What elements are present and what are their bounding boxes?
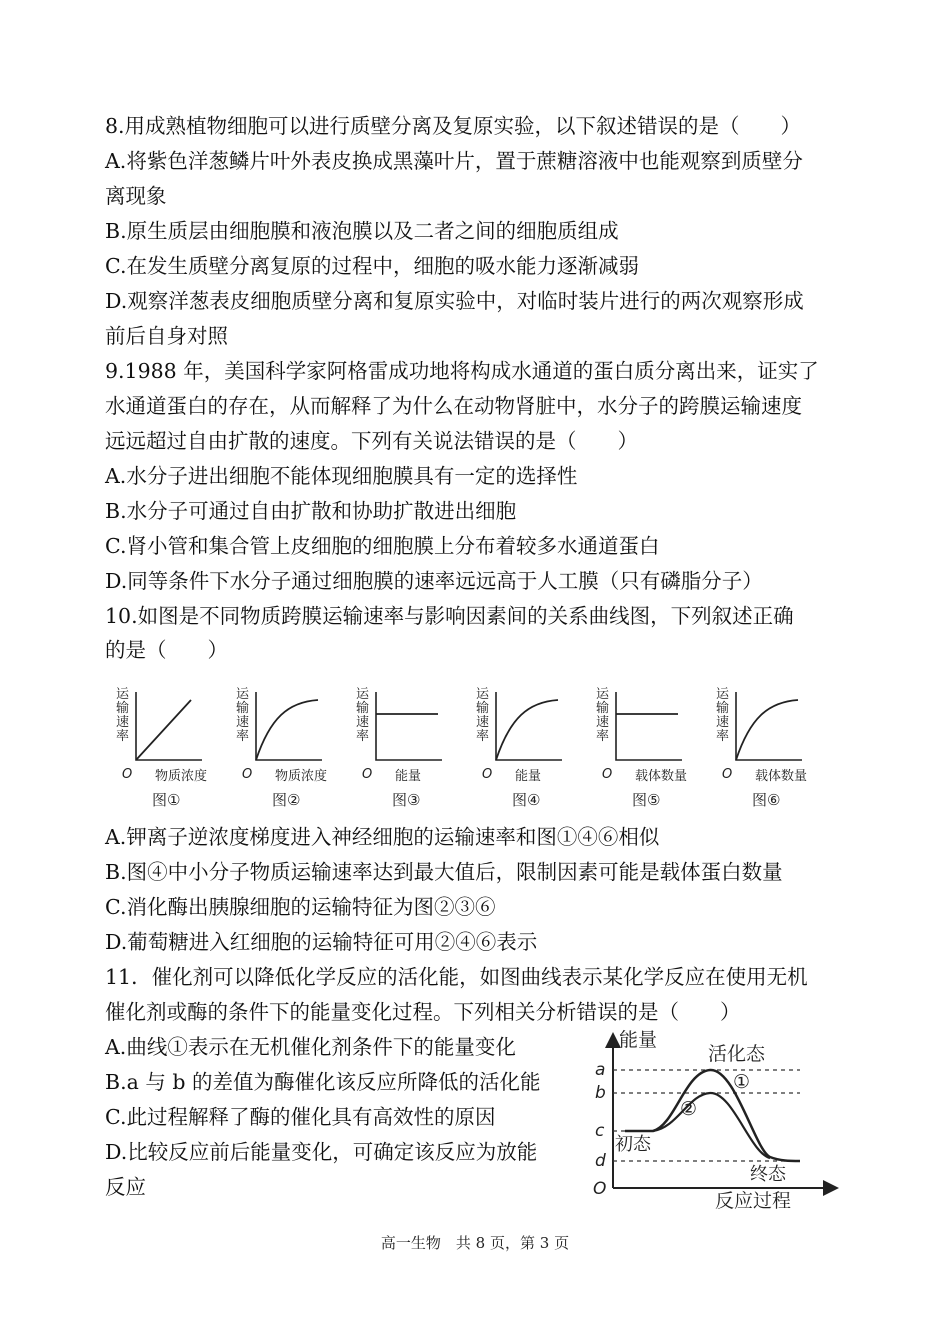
graph-2 <box>236 687 327 809</box>
graph-1-ylabel-char: 输 <box>116 701 130 716</box>
graph-2-origin: O <box>242 767 253 782</box>
graph-3 <box>356 687 442 809</box>
start-state-label: 初态 <box>615 1134 651 1155</box>
q11-stem-2: 催化剂或酶的条件下的能量变化过程。下列相关分析错误的是（ ） <box>105 1000 741 1024</box>
energy-y-label: 能量 <box>619 1029 658 1051</box>
q8-option-c: C.在发生质壁分离复原的过程中，细胞的吸水能力逐渐减弱 <box>105 254 639 278</box>
q8-option-d: D.观察洋葱表皮细胞质壁分离和复原实验中，对临时装片进行的两次观察形成 <box>105 289 804 313</box>
graph-5-ylabel-char: 率 <box>596 729 610 744</box>
graph-3-ylabel-char: 运 <box>356 687 370 702</box>
q9-option-a: A.水分子进出细胞不能体现细胞膜具有一定的选择性 <box>105 464 578 488</box>
q9-stem-2: 水通道蛋白的存在，从而解释了为什么在动物肾脏中，水分子的跨膜运输速度 <box>105 394 802 418</box>
graph-4-origin: O <box>482 767 493 782</box>
graph-5-ylabel-char: 运 <box>596 687 610 702</box>
graph-6-ylabel-char: 输 <box>716 701 730 716</box>
q8-option-a: A.将紫色洋葱鳞片叶外表皮换成黑藻叶片，置于蔗糖溶液中也能观察到质壁分 <box>105 149 803 173</box>
q10-option-d: D.葡萄糖进入红细胞的运输特征可用②④⑥表示 <box>105 930 538 954</box>
page-footer: 高一生物 共 8 页，第 3 页 <box>380 1234 570 1252</box>
q8-option-b: B.原生质层由细胞膜和液泡膜以及二者之间的细胞质组成 <box>105 219 619 243</box>
graph-4-ylabel-char: 输 <box>476 701 490 716</box>
q10-option-c: C.消化酶出胰腺细胞的运输特征为图②③⑥ <box>105 895 496 919</box>
graph-3-ylabel-char: 率 <box>356 729 370 744</box>
graph-4-curve <box>496 700 558 760</box>
energy-curve-1 <box>625 1070 800 1161</box>
graph-5-xlabel: 载体数量 <box>635 769 688 784</box>
q10-option-a: A.钾离子逆浓度梯度进入神经细胞的运输速率和图①④⑥相似 <box>105 825 660 849</box>
graph-5-axes <box>616 692 682 760</box>
q11-option-c: C.此过程解释了酶的催化具有高效性的原因 <box>105 1105 496 1129</box>
q11-stem-1: 11．催化剂可以降低化学反应的活化能，如图曲线表示某化学反应在使用无机 <box>105 965 808 989</box>
graph-4-ylabel-char: 运 <box>476 687 490 702</box>
curve-1-label: ① <box>733 1071 751 1093</box>
end-state-label: 终态 <box>750 1164 786 1185</box>
q9-option-c: C.肾小管和集合管上皮细胞的细胞膜上分布着较多水通道蛋白 <box>105 534 660 558</box>
graph-4 <box>476 687 562 809</box>
level-a-label: a <box>595 1060 606 1080</box>
q10-stem-2: 的是（ ） <box>105 638 228 662</box>
graph-2-axes <box>256 692 322 760</box>
q9-option-d: D.同等条件下水分子通过细胞膜的速率远远高于人工膜（只有磷脂分子） <box>105 569 763 593</box>
graph-3-ylabel-char: 速 <box>356 715 370 730</box>
transport-graphs <box>110 684 850 814</box>
graph-4-caption: 图④ <box>512 791 541 809</box>
graph-4-ylabel-char: 速 <box>476 715 490 730</box>
q11-option-d: D.比较反应前后能量变化，可确定该反应为放能 <box>105 1140 538 1164</box>
level-d-label: d <box>595 1151 606 1171</box>
graph-3-origin: O <box>362 767 373 782</box>
q8-stem: 8.用成熟植物细胞可以进行质壁分离及复原实验，以下叙述错误的是（ ） <box>105 114 802 138</box>
graph-6-axes <box>736 692 802 760</box>
q10-stem-1: 10.如图是不同物质跨膜运输速率与影响因素间的关系曲线图，下列叙述正确 <box>105 604 794 628</box>
energy-origin: O <box>593 1179 607 1199</box>
graph-5 <box>596 687 687 809</box>
q9-stem-1: 9.1988 年，美国科学家阿格雷成功地将构成水通道的蛋白质分离出来，证实了 <box>105 359 819 383</box>
graph-2-ylabel-char: 运 <box>236 687 250 702</box>
graph-2-curve <box>256 700 318 760</box>
graph-6 <box>716 687 807 809</box>
q9-stem-3: 远远超过自由扩散的速度。下列有关说法错误的是（ ） <box>105 429 638 453</box>
curve-2-label: ② <box>680 1098 698 1120</box>
graph-4-xlabel: 能量 <box>515 769 542 784</box>
graph-3-axes <box>376 692 442 760</box>
q11-option-a: A.曲线①表示在无机催化剂条件下的能量变化 <box>105 1035 516 1059</box>
graph-5-origin: O <box>602 767 613 782</box>
peak-label: 活化态 <box>708 1043 766 1065</box>
energy-diagram <box>585 1030 845 1210</box>
graph-1-ylabel-char: 运 <box>116 687 130 702</box>
graph-6-curve <box>736 700 798 760</box>
graph-1-caption: 图① <box>152 791 181 809</box>
graph-3-ylabel-char: 输 <box>356 701 370 716</box>
graph-1 <box>116 687 207 809</box>
q10-option-b: B.图④中小分子物质运输速率达到最大值后，限制因素可能是载体蛋白数量 <box>105 860 783 884</box>
graph-6-ylabel-char: 速 <box>716 715 730 730</box>
graph-2-xlabel: 物质浓度 <box>275 769 328 784</box>
graph-6-ylabel-char: 率 <box>716 729 730 744</box>
graph-5-ylabel-char: 输 <box>596 701 610 716</box>
graph-2-ylabel-char: 输 <box>236 701 250 716</box>
graph-2-caption: 图② <box>272 791 301 809</box>
graph-2-ylabel-char: 速 <box>236 715 250 730</box>
q9-option-b: B.水分子可通过自由扩散和协助扩散进出细胞 <box>105 499 517 523</box>
energy-curve-2 <box>653 1093 770 1158</box>
graph-4-ylabel-char: 率 <box>476 729 490 744</box>
graph-6-ylabel-char: 运 <box>716 687 730 702</box>
graph-6-caption: 图⑥ <box>752 791 781 809</box>
graph-5-caption: 图⑤ <box>632 791 661 809</box>
graph-1-curve <box>136 700 191 760</box>
graph-1-xlabel: 物质浓度 <box>155 769 208 784</box>
graph-2-ylabel-char: 率 <box>236 729 250 744</box>
graph-1-ylabel-char: 率 <box>116 729 130 744</box>
graph-1-origin: O <box>122 767 133 782</box>
graph-6-xlabel: 载体数量 <box>755 769 808 784</box>
graph-5-ylabel-char: 速 <box>596 715 610 730</box>
q11-option-b: B.a 与 b 的差值为酶催化该反应所降低的活化能 <box>105 1070 541 1094</box>
level-c-label: c <box>595 1121 605 1141</box>
level-b-label: b <box>595 1083 606 1103</box>
q8-option-d-cont: 前后自身对照 <box>105 324 228 348</box>
energy-x-label: 反应过程 <box>715 1190 792 1212</box>
q8-option-a-cont: 离现象 <box>105 184 167 208</box>
graph-1-ylabel-char: 速 <box>116 715 130 730</box>
graph-3-caption: 图③ <box>392 791 421 809</box>
q11-option-d-cont: 反应 <box>105 1175 146 1199</box>
graph-6-origin: O <box>722 767 733 782</box>
graph-3-xlabel: 能量 <box>395 769 422 784</box>
graph-4-axes <box>496 692 562 760</box>
